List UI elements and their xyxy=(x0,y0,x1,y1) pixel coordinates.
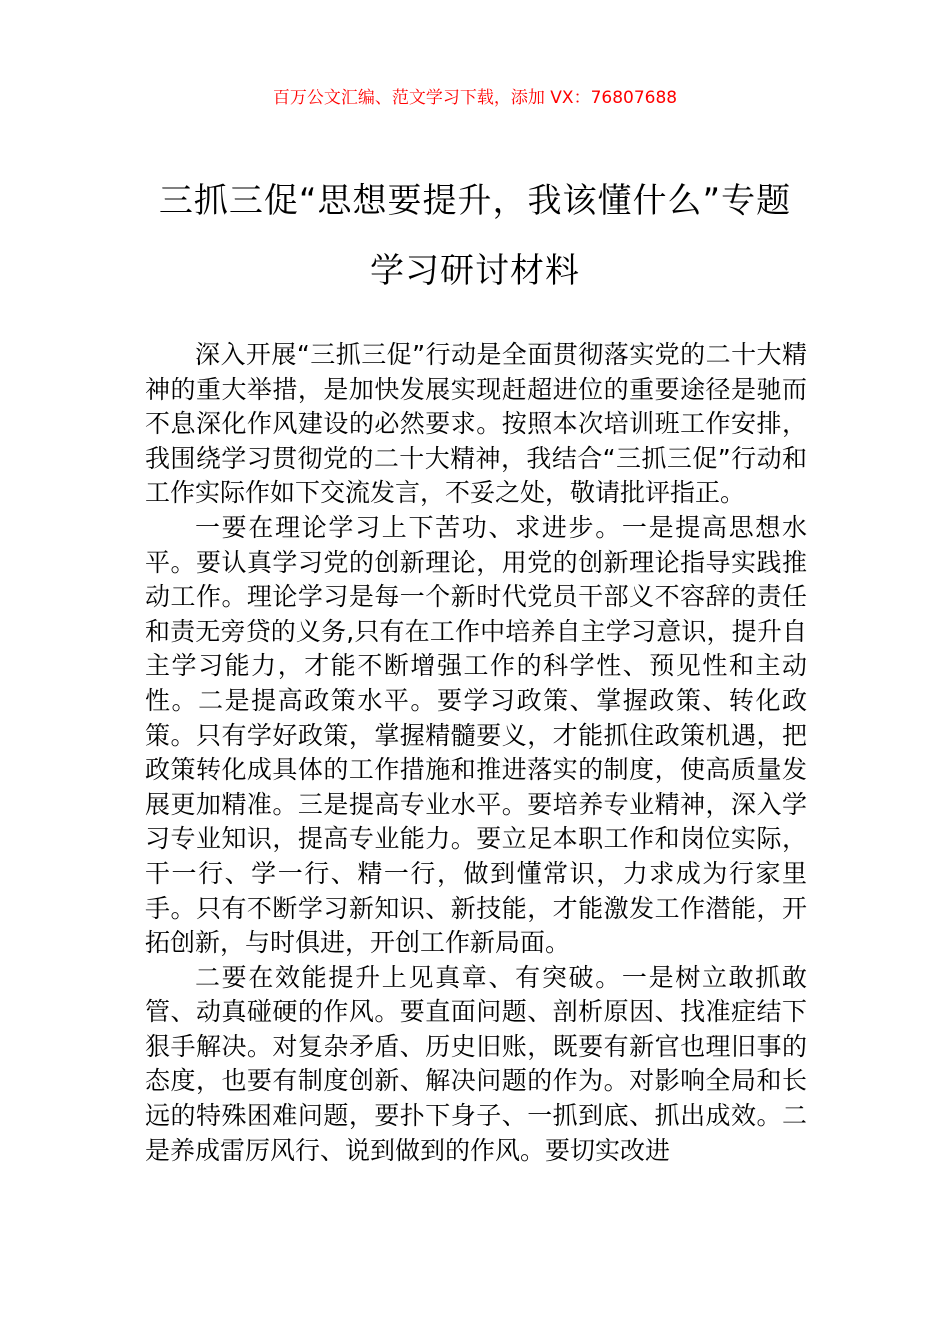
body-paragraph: 深入开展“三抓三促”行动是全面贯彻落实党的二十大精神的重大举措，是加快发展实现赶超进位的重要途径是驰而不息深化作风建设的必然要求。按照本次培训班工作安排，我围绕学习贯彻党的二十大精神，我结合“三抓三促”行动和工作实际作如下交流发言，不妥之处，敬请批评指正。 xyxy=(145,340,807,508)
document-body xyxy=(145,338,807,1168)
watermark-header-note: 百万公文汇编、范文学习下载，添加 VX：76807688 xyxy=(272,88,678,108)
body-paragraph: 一要在理论学习上下苦功、求进步。一是提高思想水平。要认真学习党的创新理论，用党的创新理论指导实践推动工作。理论学习是每一个新时代党员干部义不容辞的责任和责无旁贷的义务,只有在工作中培养自主学习意识，提升自主学习能力，才能不断增强工作的科学性、预见性和主动性。二是提高政策水平。要学习政策、掌握政策、转化政策。只有学好政策，掌握精髓要义，才能抓住政策机遇，把政策转化成具体的工作措施和推进落实的制度，使高质量发展更加精准。三是提高专业水平。要培养专业精神，深入学习专业知识，提高专业能力。要立足本职工作和岗位实际，干一行、学一行、精一行，做到懂常识，力求成为行家里手。只有不断学习新知识、新技能，才能激发工作潜能，开拓创新，与时俱进，开创工作新局面。 xyxy=(145,512,807,958)
body-paragraph: 二要在效能提升上见真章、有突破。一是树立敢抓敢管、动真碰硬的作风。要直面问题、剖析原因、找准症结下狠手解决。对复杂矛盾、历史旧账，既要有新官也理旧事的态度，也要有制度创新、解决问题的作为。对影响全局和长远的特殊困难问题，要扑下身子、一抓到底、抓出成效。二是养成雷厉风行、说到做到的作风。要切实改进 xyxy=(145,962,807,1165)
document-title: 三抓三促“思想要提升，我该懂什么”专题学习研讨材料 xyxy=(158,181,792,291)
